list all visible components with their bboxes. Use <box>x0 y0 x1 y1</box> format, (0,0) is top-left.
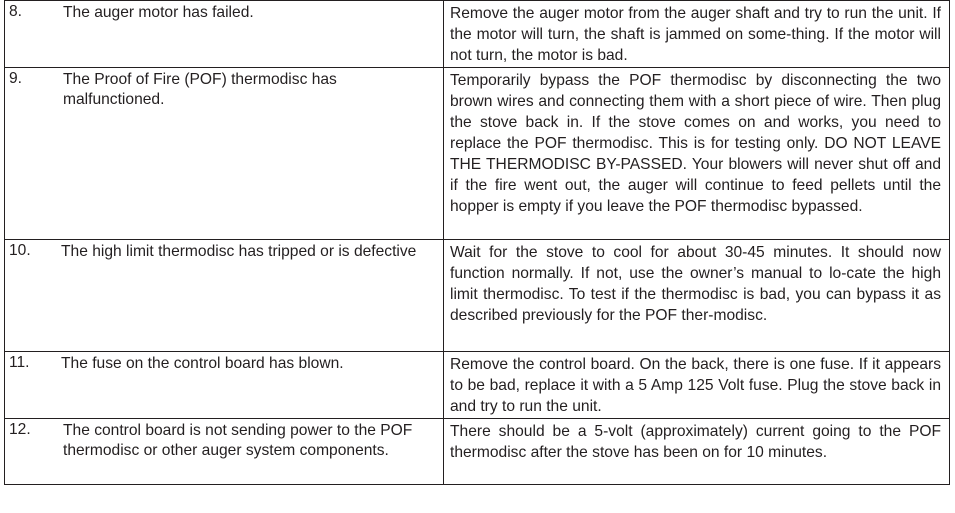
cause-cell <box>5 68 444 240</box>
cause-text: The fuse on the control board has blown. <box>61 355 344 372</box>
remedy-cell: There should be a 5-volt (approximately) current going to the POF thermodisc after the stove has been on for 10 minutes. <box>444 419 950 485</box>
row-number: 9. <box>9 70 23 87</box>
cause-cell <box>5 1 444 68</box>
table-row <box>5 352 950 419</box>
row-number: 12. <box>9 421 31 438</box>
troubleshooting-table <box>4 0 950 485</box>
cause-text: The high limit thermodisc has tripped or is defective <box>61 243 417 260</box>
cause-cell <box>5 419 444 485</box>
row-number: 11. <box>9 354 30 371</box>
table-row <box>5 68 950 240</box>
row-number: 10. <box>9 242 31 259</box>
remedy-cell: Remove the auger motor from the auger shaft and try to run the unit. If the motor will turn, the shaft is jammed on some-thing. If the motor will not turn, the motor is bad. <box>444 1 950 68</box>
remedy-cell: Temporarily bypass the POF thermodisc by disconnecting the two brown wires and connecting them with a short piece of wire. Then plug the stove back in. If the stove comes on and works, you need to replace the POF thermodisc. This is for testing only. DO NOT LEAVE THE THERMODISC BY-PASSED. Your blowers will never shut off and if the fire went out, the auger will continue to feed pellets until the hopper is empty if you leave the POF thermodisc bypassed. <box>444 68 950 240</box>
remedy-cell: Wait for the stove to cool for about 30-45 minutes. It should now function normally. If not, use the owner’s manual to lo-cate the high limit thermodisc. To test if the thermodisc is bad, you can bypass it as described previously for the POF ther-modisc. <box>444 240 950 352</box>
table-row <box>5 419 950 485</box>
cause-text: The control board is not sending power to the POF thermodisc or other auger system components. <box>63 422 413 459</box>
table-row <box>5 1 950 68</box>
table-row <box>5 240 950 352</box>
cause-cell <box>5 240 444 352</box>
cause-text: The Proof of Fire (POF) thermodisc has malfunctioned. <box>63 71 337 108</box>
cause-text: The auger motor has failed. <box>63 4 254 21</box>
cause-cell <box>5 352 444 419</box>
remedy-cell: Remove the control board. On the back, there is one fuse. If it appears to be bad, replace it with a 5 Amp 125 Volt fuse. Plug the stove back in and try to run the unit. <box>444 352 950 419</box>
row-number: 8. <box>9 3 23 20</box>
